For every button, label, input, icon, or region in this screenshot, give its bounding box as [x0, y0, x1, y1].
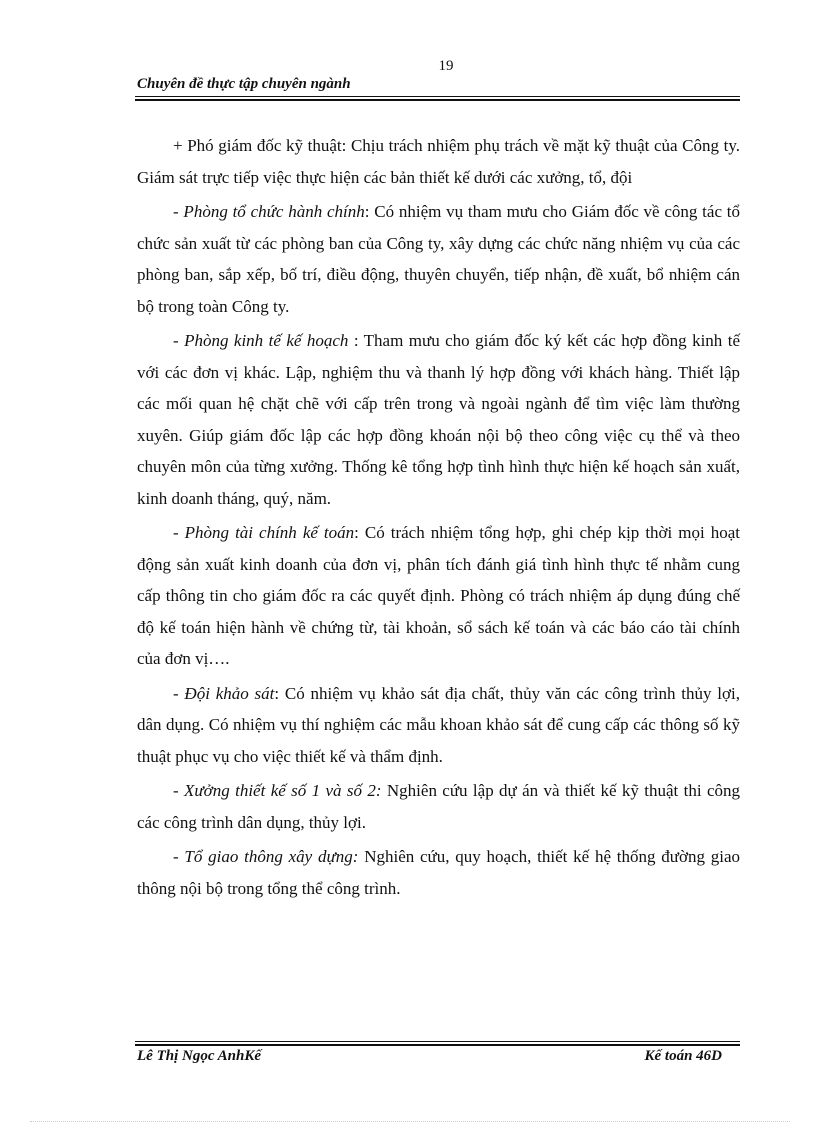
footer-author: Lê Thị Ngọc AnhKế — [137, 1048, 262, 1064]
paragraph-admin-dept — [137, 196, 740, 322]
paragraph-transport-team — [137, 841, 740, 904]
paragraph-text: : Có nhiệm vụ tham mưu cho Giám đốc về công tác tổ chức sản xuất từ các phòng ban của Công ty, xây dựng các chức năng nhiệm vụ của các phòng ban, sắp xếp, bố trí, điều động, thuyên chuyển, tiếp nhận, đề xuất, bổ nhiệm cán bộ trong toàn Công ty. — [137, 202, 740, 316]
paragraph-lead: - Đội khảo sát — [173, 683, 275, 703]
paragraph-lead: - Phòng tổ chức hành chính — [173, 202, 365, 221]
paragraph-lead: - Tổ giao thông xây dựng: — [173, 847, 359, 866]
paragraph-planning-dept — [137, 325, 740, 514]
footer-class: Kế toán 46D — [644, 1048, 722, 1064]
paragraph-survey-team — [137, 678, 740, 773]
paragraph-text: Nghiên cứu, quy hoạch, thiết kế hệ thống đường giao thông nội bộ trong tổng thể công trình. — [137, 847, 740, 898]
paragraph-design-workshops — [137, 775, 740, 838]
page-number: 19 — [438, 58, 454, 74]
paragraph-lead: + Phó giám đốc kỹ thuật — [173, 136, 342, 155]
page-edge — [30, 1121, 790, 1122]
footer-divider — [135, 1041, 740, 1046]
header-divider — [135, 96, 740, 101]
paragraph-text: : Tham mưu cho giám đốc ký kết các hợp đồng kinh tế với các đơn vị khác. Lập, nghiệm thu và thanh lý hợp đồng với khách hàng. Thiết lập các mối quan hệ chặt chẽ với cấp trên trong và ngoài ngành để tìm việc làm thường xuyên. Giúp giám đốc lập các hợp đồng khoán nội bộ theo công việc cụ thể và theo chuyên môn của từng xưởng. Thống kê tổng hợp tình hình thực hiện kế hoạch sản xuất, kinh doanh tháng, quý, năm. — [137, 331, 740, 508]
paragraph-lead: - Xưởng thiết kế số 1 và số 2: — [173, 781, 382, 800]
paragraph-finance-dept — [137, 517, 740, 675]
paragraph-deputy-director — [137, 130, 740, 193]
paragraph-text: : Có nhiệm vụ khảo sát địa chất, thủy văn các công trình thủy lợi, dân dụng. Có nhiệm vụ thí nghiệm các mẫu khoan khảo sát để cung cấp các thông số kỹ thuật phục vụ cho việc thiết kế và thẩm định. — [137, 683, 740, 766]
paragraph-text: Nghiên cứu lập dự án và thiết kế kỹ thuật thi công các công trình dân dụng, thủy lợi. — [137, 781, 740, 832]
document-body — [137, 130, 740, 907]
paragraph-text: : Chịu trách nhiệm phụ trách về mặt kỹ thuật của Công ty. Giám sát trực tiếp việc thực hiện các bản thiết kế dưới các xưởng, tổ, đội — [137, 136, 740, 187]
header-title: Chuyên đề thực tập chuyên ngành — [137, 76, 351, 92]
paragraph-lead: - Phòng kinh tế kế hoạch — [173, 331, 349, 350]
paragraph-lead: - Phòng tài chính kế toán — [173, 523, 355, 542]
paragraph-text: : Có trách nhiệm tổng hợp, ghi chép kịp thời mọi hoạt động sản xuất kinh doanh của đơn vị, phân tích đánh giá tình hình thực tế nhằm cung cấp thông tin cho giám đốc ra các quyết định. Phòng có trách nhiệm áp dụng đúng chế độ kế toán hiện hành về chứng từ, tài khoản, sổ sách kế toán và các báo cáo tài chính của đơn vị…. — [137, 523, 740, 668]
